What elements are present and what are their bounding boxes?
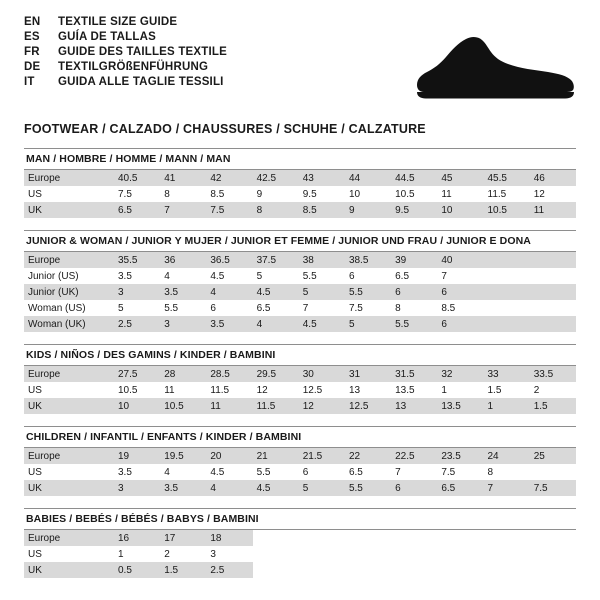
size-cell: 7 <box>302 302 309 314</box>
size-cell: 42.5 <box>253 170 299 186</box>
size-cell: 33 <box>484 366 530 382</box>
size-cell: 8 <box>253 202 299 218</box>
size-cell: 7.5 <box>206 202 252 218</box>
table-row <box>24 202 576 218</box>
size-cell: 8 <box>395 302 401 314</box>
size-cell: 30 <box>299 366 345 382</box>
table-row <box>24 252 576 268</box>
size-cell: 4 <box>164 466 170 478</box>
size-cell: 5.5 <box>345 284 391 300</box>
block-heading: BABIES / BEBÉS / BÉBÉS / BABYS / BAMBINI <box>24 508 576 530</box>
size-cell: 45 <box>437 170 483 186</box>
row-label: US <box>28 384 42 396</box>
size-cell <box>484 562 530 578</box>
size-cell: 8.5 <box>299 202 345 218</box>
size-cell: 7 <box>441 270 447 282</box>
row-label: Europe <box>24 252 114 268</box>
size-cell <box>253 530 299 546</box>
size-cell: 6 <box>437 316 483 332</box>
block-heading: MAN / HOMBRE / HOMME / MANN / MAN <box>24 148 576 170</box>
size-cell: 42 <box>206 170 252 186</box>
size-cell: 10.5 <box>118 384 138 396</box>
size-cell: 5 <box>256 270 263 282</box>
size-cell: 3.5 <box>118 466 132 478</box>
size-cell: 4.5 <box>253 480 299 496</box>
size-cell <box>484 546 530 562</box>
block-spacer <box>24 220 576 230</box>
size-cell <box>299 530 345 546</box>
size-cell <box>484 300 530 316</box>
row-label: US <box>28 188 42 200</box>
size-block-children <box>24 426 576 496</box>
size-cell <box>530 284 576 300</box>
size-cell: 4 <box>206 480 252 496</box>
size-cell: 9 <box>256 188 263 200</box>
size-cell: 20 <box>206 448 252 464</box>
language-title-list <box>24 16 227 91</box>
size-cell <box>530 464 576 480</box>
size-cell <box>484 316 530 332</box>
size-cell: 8 <box>487 466 494 478</box>
size-block-babies <box>24 508 576 578</box>
block-spacer <box>24 498 576 508</box>
size-cell: 24 <box>484 448 530 464</box>
size-cell: 11.5 <box>253 398 299 414</box>
language-title: GUIDA ALLE TAGLIE TESSILI <box>58 76 224 88</box>
size-cell: 13 <box>391 398 437 414</box>
size-cell: 11 <box>441 188 452 200</box>
page-title: FOOTWEAR / CALZADO / CHAUSSURES / SCHUHE / CALZATURE <box>24 122 426 136</box>
size-cell: 7 <box>484 480 530 496</box>
size-cell: 2 <box>164 548 170 560</box>
size-cell <box>437 546 483 562</box>
size-cell: 1.5 <box>160 562 206 578</box>
size-cell: 7 <box>395 466 401 478</box>
size-cell: 12 <box>256 384 268 396</box>
language-row <box>24 61 227 76</box>
size-cell: 40 <box>437 252 483 268</box>
size-cell <box>391 530 437 546</box>
size-cell: 6.5 <box>114 202 160 218</box>
size-cell: 4 <box>253 316 299 332</box>
size-cell: 12 <box>533 188 545 200</box>
size-cell: 38.5 <box>345 252 391 268</box>
size-cell: 10 <box>348 188 361 200</box>
size-cell <box>253 546 299 562</box>
size-cell: 0.5 <box>114 562 160 578</box>
size-cell: 22 <box>345 448 391 464</box>
size-cell: 1.5 <box>530 398 576 414</box>
language-title: GUIDE DES TAILLES TEXTILE <box>58 46 227 58</box>
size-cell: 43 <box>299 170 345 186</box>
size-cell: 6 <box>391 480 437 496</box>
block-heading: JUNIOR & WOMAN / JUNIOR Y MUJER / JUNIOR ET FEMME / JUNIOR UND FRAU / JUNIOR E DONA <box>24 230 576 252</box>
size-table <box>24 170 576 218</box>
dress-shoe-icon <box>396 30 576 102</box>
size-cell <box>530 316 576 332</box>
block-spacer <box>24 416 576 426</box>
size-cell: 1 <box>484 398 530 414</box>
size-cell: 11 <box>164 384 175 396</box>
size-cell: 3.5 <box>160 480 206 496</box>
row-label: Europe <box>24 170 114 186</box>
size-cell <box>345 562 391 578</box>
size-cell: 6 <box>437 284 483 300</box>
size-cell: 5.5 <box>256 466 271 478</box>
size-cell <box>530 252 576 268</box>
size-cell <box>345 546 391 562</box>
size-cell: 38 <box>299 252 345 268</box>
table-row <box>24 382 576 398</box>
language-row <box>24 16 227 31</box>
size-cell: 9.5 <box>302 188 317 200</box>
row-label: Junior (UK) <box>24 284 114 300</box>
size-cell: 11.5 <box>487 188 507 200</box>
size-cell: 1 <box>118 548 124 560</box>
language-code: IT <box>24 76 35 88</box>
size-cell: 6 <box>348 270 355 282</box>
size-cell: 10.5 <box>484 202 530 218</box>
row-label: Europe <box>24 448 114 464</box>
table-row <box>24 300 576 316</box>
size-cell: 3 <box>114 480 160 496</box>
size-cell: 39 <box>391 252 437 268</box>
size-cell: 3.5 <box>160 284 206 300</box>
size-cell: 11 <box>206 398 252 414</box>
row-label: Europe <box>24 530 114 546</box>
size-cell: 7.5 <box>530 480 576 496</box>
size-cell: 4.5 <box>210 466 225 478</box>
language-title: GUÍA DE TALLAS <box>58 31 156 43</box>
table-row <box>24 546 576 562</box>
language-code: FR <box>24 46 40 58</box>
size-cell: 21 <box>253 448 299 464</box>
size-cell <box>437 562 483 578</box>
language-row <box>24 76 227 91</box>
language-title: TEXTILE SIZE GUIDE <box>58 16 178 28</box>
size-cell: 1 <box>441 384 447 396</box>
size-cell <box>391 546 437 562</box>
size-cell: 19.5 <box>160 448 206 464</box>
size-cell: 8.5 <box>210 188 225 200</box>
size-cell: 7.5 <box>441 466 456 478</box>
table-row <box>24 398 576 414</box>
size-cell: 4 <box>206 284 252 300</box>
size-cell: 5.5 <box>164 302 179 314</box>
size-cell: 10 <box>437 202 483 218</box>
size-table <box>24 530 576 578</box>
table-row <box>24 268 576 284</box>
size-cell <box>484 252 530 268</box>
size-cell: 13.5 <box>437 398 483 414</box>
language-code: ES <box>24 31 40 43</box>
size-cell: 5.5 <box>345 480 391 496</box>
size-cell: 10.5 <box>395 188 415 200</box>
size-cell: 12.5 <box>345 398 391 414</box>
size-cell: 2.5 <box>206 562 252 578</box>
size-cell: 2 <box>533 384 540 396</box>
size-cell: 3 <box>160 316 206 332</box>
row-label: UK <box>24 480 114 496</box>
row-label: US <box>28 548 42 560</box>
size-cell <box>437 530 483 546</box>
row-label: UK <box>24 202 114 218</box>
size-cell: 3.5 <box>118 270 132 282</box>
size-cell: 45.5 <box>484 170 530 186</box>
size-cell <box>484 284 530 300</box>
table-row <box>24 464 576 480</box>
language-title: TEXTILGRÖßENFÜHRUNG <box>58 61 209 73</box>
block-heading: KIDS / NIÑOS / DES GAMINS / KINDER / BAMBINI <box>24 344 576 366</box>
language-code: EN <box>24 16 41 28</box>
size-cell: 5 <box>299 480 345 496</box>
size-cell: 1.5 <box>487 384 502 396</box>
size-cell: 22.5 <box>391 448 437 464</box>
row-label: UK <box>24 562 114 578</box>
size-cell: 27.5 <box>114 366 160 382</box>
block-spacer <box>24 334 576 344</box>
row-label: Europe <box>24 366 114 382</box>
size-cell: 8 <box>164 188 170 200</box>
table-row <box>24 530 576 546</box>
size-block-man <box>24 148 576 218</box>
size-table <box>24 366 576 414</box>
table-row <box>24 448 576 464</box>
size-cell <box>530 530 576 546</box>
table-row <box>24 480 576 496</box>
size-cell: 4.5 <box>210 270 225 282</box>
language-code: DE <box>24 61 41 73</box>
size-cell: 18 <box>206 530 252 546</box>
size-cell: 29.5 <box>253 366 299 382</box>
size-cell: 6 <box>210 302 216 314</box>
size-cell: 13 <box>348 384 361 396</box>
size-cell <box>391 562 437 578</box>
size-cell: 44 <box>345 170 391 186</box>
size-cell: 10.5 <box>160 398 206 414</box>
size-cell: 2.5 <box>114 316 160 332</box>
language-row <box>24 46 227 61</box>
size-cell: 21.5 <box>299 448 345 464</box>
language-title-list-body <box>24 16 227 91</box>
size-cell: 3 <box>114 284 160 300</box>
size-cell: 28 <box>160 366 206 382</box>
size-cell <box>299 546 345 562</box>
block-heading: CHILDREN / INFANTIL / ENFANTS / KINDER / BAMBINI <box>24 426 576 448</box>
size-cell <box>253 562 299 578</box>
size-cell: 44.5 <box>391 170 437 186</box>
size-cell: 10 <box>114 398 160 414</box>
size-cell: 7.5 <box>348 302 363 314</box>
size-cell: 36.5 <box>206 252 252 268</box>
size-cell: 6.5 <box>256 302 271 314</box>
size-cell: 46 <box>530 170 576 186</box>
size-cell: 11 <box>530 202 576 218</box>
row-label: Woman (UK) <box>24 316 114 332</box>
table-row <box>24 562 576 578</box>
size-cell <box>484 530 530 546</box>
size-cell <box>299 562 345 578</box>
size-cell: 36 <box>160 252 206 268</box>
size-cell: 33.5 <box>530 366 576 382</box>
table-row <box>24 366 576 382</box>
size-cell <box>345 530 391 546</box>
size-cell <box>530 546 576 562</box>
size-table <box>24 448 576 496</box>
size-cell: 7.5 <box>118 188 132 200</box>
size-cell <box>530 300 576 316</box>
document-header <box>24 16 576 108</box>
row-label: US <box>28 466 42 478</box>
size-block-kids <box>24 344 576 414</box>
size-cell: 12 <box>299 398 345 414</box>
size-cell: 8.5 <box>441 302 456 314</box>
size-cell: 23.5 <box>437 448 483 464</box>
size-cell: 9 <box>345 202 391 218</box>
size-cell: 6 <box>391 284 437 300</box>
size-cell: 4.5 <box>299 316 345 332</box>
language-row <box>24 31 227 46</box>
size-cell: 37.5 <box>253 252 299 268</box>
size-cell: 12.5 <box>302 384 323 396</box>
size-cell: 17 <box>160 530 206 546</box>
size-cell: 16 <box>114 530 160 546</box>
table-row <box>24 316 576 332</box>
row-label: UK <box>24 398 114 414</box>
size-cell: 32 <box>437 366 483 382</box>
size-cell: 6.5 <box>437 480 483 496</box>
size-cell: 40.5 <box>114 170 160 186</box>
size-cell: 41 <box>160 170 206 186</box>
size-cell: 13.5 <box>395 384 415 396</box>
size-cell: 11.5 <box>210 384 230 396</box>
size-cell: 6.5 <box>395 270 410 282</box>
size-cell: 25 <box>530 448 576 464</box>
table-row <box>24 170 576 186</box>
size-cell: 35.5 <box>114 252 160 268</box>
size-cell: 4 <box>164 270 170 282</box>
size-cell: 28.5 <box>206 366 252 382</box>
size-cell: 4.5 <box>253 284 299 300</box>
size-cell: 3.5 <box>206 316 252 332</box>
row-label: Woman (US) <box>28 302 86 314</box>
size-cell: 9.5 <box>391 202 437 218</box>
size-cell: 31.5 <box>391 366 437 382</box>
size-cell: 5 <box>345 316 391 332</box>
size-cell: 5.5 <box>302 270 317 282</box>
size-block-junior-woman <box>24 230 576 332</box>
size-cell <box>484 268 530 284</box>
size-cell: 5 <box>299 284 345 300</box>
size-cell: 5.5 <box>391 316 437 332</box>
size-cell: 3 <box>210 548 216 560</box>
size-table <box>24 252 576 332</box>
size-cell <box>530 562 576 578</box>
row-label: Junior (US) <box>28 270 79 282</box>
size-cell: 6 <box>302 466 309 478</box>
size-cell <box>530 268 576 284</box>
table-row <box>24 284 576 300</box>
size-cell: 31 <box>345 366 391 382</box>
size-cell: 5 <box>118 302 124 314</box>
size-cell: 19 <box>114 448 160 464</box>
table-row <box>24 186 576 202</box>
size-cell: 6.5 <box>348 466 363 478</box>
size-cell: 7 <box>160 202 206 218</box>
